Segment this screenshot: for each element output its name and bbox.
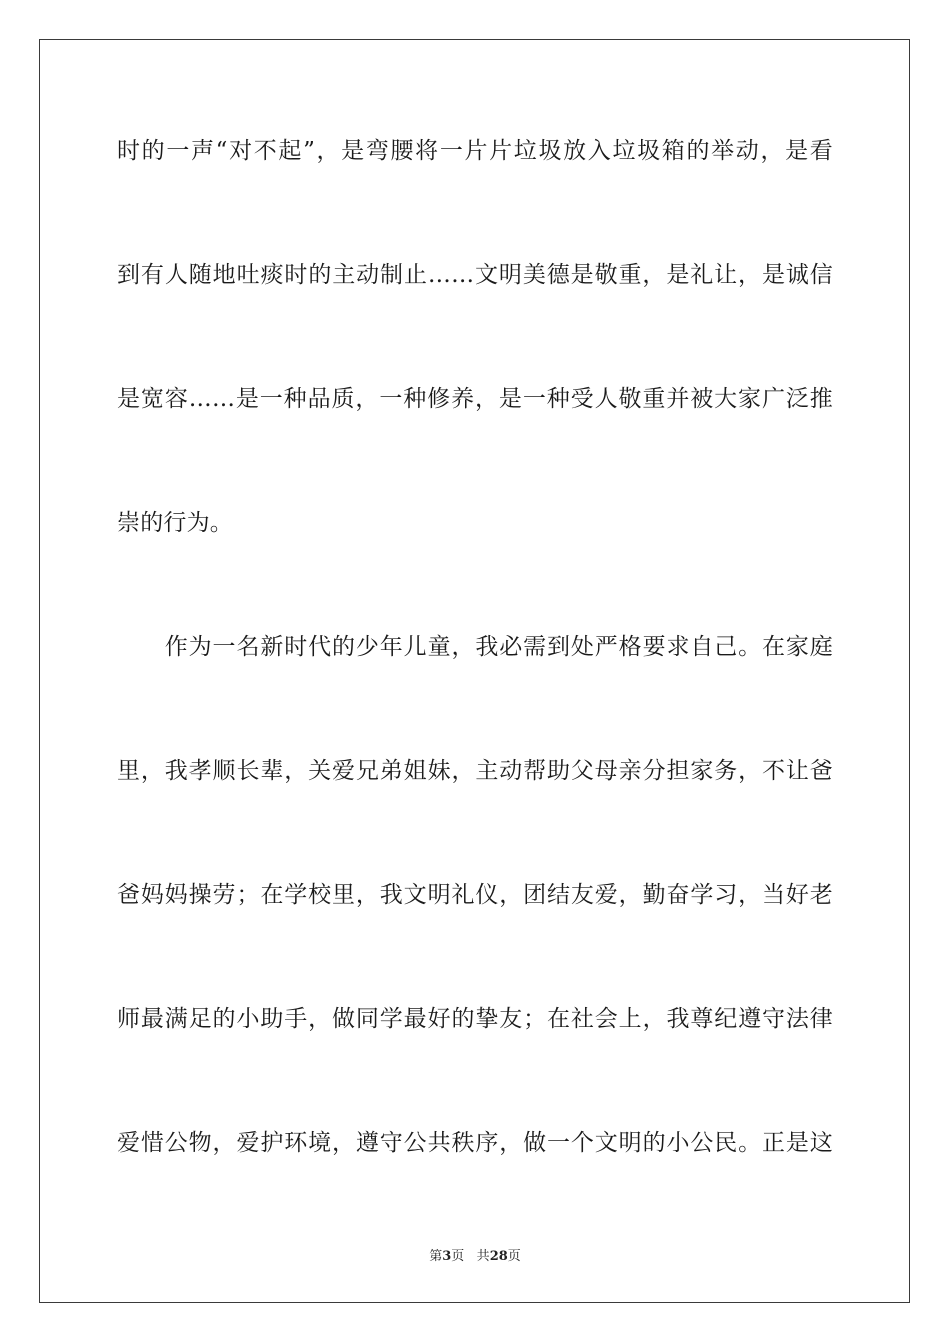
text-line: 是宽容……是一种品质，一种修养，是一种受人敬重并被大家广泛推: [117, 386, 833, 412]
page-prefix: 第: [429, 1249, 443, 1264]
text-line: 崇的行为。: [117, 510, 233, 536]
text-line: 时的一声“对不起”，是弯腰将一片片垃圾放入垃圾箱的举动，是看: [117, 138, 833, 164]
page-footer: [0, 1249, 950, 1265]
page-number: 3: [442, 1249, 452, 1264]
page-border: [39, 39, 910, 1303]
text-line: 里，我孝顺长辈，关爱兄弟姐妹，主动帮助父母亲分担家务，不让爸: [117, 758, 833, 784]
text-line: 爸妈妈操劳；在学校里，我文明礼仪，团结友爱，勤奋学习，当好老: [117, 882, 833, 908]
text-line: 到有人随地吐痰时的主动制止……文明美德是敬重，是礼让，是诚信: [117, 262, 833, 288]
total-suffix: 页: [507, 1249, 521, 1264]
total-pages: 28: [489, 1249, 508, 1264]
text-line: 爱惜公物，爱护环境，遵守公共秩序，做一个文明的小公民。正是这: [117, 1130, 833, 1156]
text-line: 师最满足的小助手，做同学最好的挚友；在社会上，我尊纪遵守法律: [117, 1006, 833, 1032]
paragraph-start-line: 作为一名新时代的少年儿童，我必需到处严格要求自己。在家庭: [117, 634, 833, 660]
page-suffix: 页: [451, 1249, 465, 1264]
total-prefix: 共: [476, 1249, 490, 1264]
